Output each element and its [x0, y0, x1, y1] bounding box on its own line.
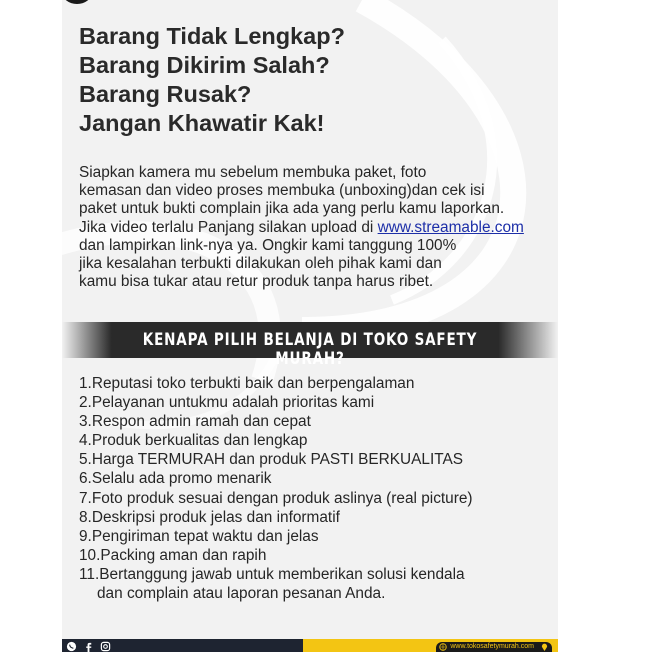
section-banner: [62, 322, 558, 368]
list-item: 6.Selalu ada promo menarik: [79, 470, 272, 488]
paragraph-line: kemasan dan video proses membuka (unboxing)dan cek isi: [79, 182, 485, 200]
paragraph-line: Siapkan kamera mu sebelum membuka paket, foto: [79, 164, 427, 181]
location-pin-icon: [541, 643, 548, 651]
list-item: 3.Respon admin ramah dan cepat: [79, 413, 311, 431]
paragraph-line: dan lampirkan link-nya ya. Ongkir kami tanggung 100%: [79, 236, 457, 254]
list-item: 8.Deskripsi produk jelas dan informatif: [79, 508, 340, 526]
list-item: 4.Produk berkualitas dan lengkap: [79, 432, 308, 450]
list-item: 7.Foto produk sesuai dengan produk aslinya (real picture): [79, 489, 473, 507]
headline-line: Barang Dikirim Salah?: [79, 52, 330, 78]
instagram-icon[interactable]: [100, 641, 111, 652]
headline: [79, 22, 345, 138]
footer-yellow-panel: [303, 639, 558, 652]
headline-line: Jangan Khawatir Kak!: [79, 110, 325, 136]
footer-bar: [62, 639, 558, 652]
paragraph-line: kamu bisa tukar atau retur produk tanpa harus ribet.: [79, 273, 434, 291]
paragraph-line: [79, 219, 559, 237]
list-item: 10.Packing aman dan rapih: [79, 546, 267, 564]
social-icons: [66, 641, 111, 652]
list-item: 9.Pengiriman tepat waktu dan jelas: [79, 527, 319, 545]
list-item-line: 11.Bertanggung jawab untuk memberikan solusi kendala: [79, 565, 465, 583]
facebook-icon[interactable]: [83, 641, 94, 652]
streamable-link[interactable]: www.streamable.com: [377, 218, 524, 236]
list-item: 5.Harga TERMURAH dan produk PASTI BERKUALITAS: [79, 451, 464, 469]
list-item: [79, 565, 473, 603]
paragraph-line: jika kesalahan terbukti dilakukan oleh pihak kami dan: [79, 255, 442, 273]
reasons-list: [79, 374, 473, 603]
paragraph-line-prefix: Jika video terlalu Panjang silakan upload di: [79, 218, 378, 236]
headline-line: Barang Rusak?: [79, 81, 252, 107]
headline-line: Barang Tidak Lengkap?: [79, 23, 345, 49]
list-item: 2.Pelayanan untukmu adalah prioritas kami: [79, 394, 375, 412]
whatsapp-icon[interactable]: [66, 641, 77, 652]
list-item-line: dan complain atau laporan pesanan Anda.: [97, 585, 386, 603]
paragraph-line: paket untuk bukti complain jika ada yang perlu kamu laporkan.: [79, 200, 505, 218]
website-badge[interactable]: [436, 642, 552, 652]
instructions-paragraph: [79, 164, 559, 291]
website-url: www.tokosafetymurah.com: [450, 643, 534, 650]
banner-title: KENAPA PILIH BELANJA DI TOKO SAFETY MURAH?: [142, 330, 478, 368]
list-item: 1.Reputasi toko terbukti baik dan berpengalaman: [79, 375, 415, 392]
globe-icon: [439, 643, 447, 651]
